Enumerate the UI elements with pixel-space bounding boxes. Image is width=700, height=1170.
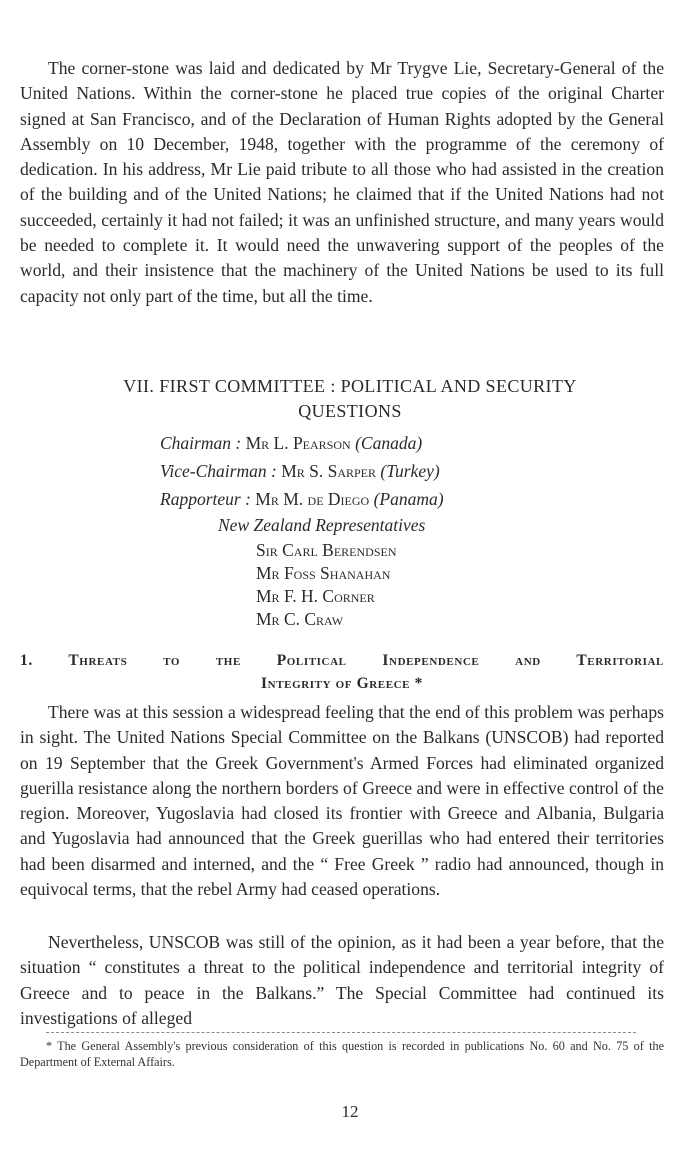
section-title-line-2: Integrity of Greece *: [261, 675, 423, 692]
representatives-heading: New Zealand Representatives: [218, 515, 426, 535]
greece-paragraph-1: There was at this session a widespread feeling that the end of this problem was perhaps in sight. The United Nations Special Committee on the Balkans (UNSCOB) had reported on 19 September that the Greek Government's Armed Forces had eliminated organized guerilla resistance along the northern borders of Greece and were in effective control of the region. Moreover, Yugoslavia had closed its frontier with Greece and Albania, Bulgaria and Yugoslavia had announced that the Greek guerillas who had entered their territories had been disarmed and interned, and the “ Free Greek ” radio had announced, though in equivocal terms, that the rebel Army had ceased operations.: [20, 702, 664, 900]
intro-paragraph: The corner-stone was laid and dedicated by Mr Trygve Lie, Secretary-General of the United Nations. Within the corner-stone he placed true copies of the original Charter signed at San Francisco, and of the Declaration of Human Rights adopted by the General Assembly on 10 December, 1948, together with the programme of the ceremony of dedication. In his address, Mr Lie paid tribute to all those who had assisted in the creation of the building and of the United Nations; he claimed that if the United Nations had not succeeded, certainly it had not failed; it was an unfinished structure, and many years would be needed to complete it. It would need the unwavering support of the peoples of the world, and their insistence that the machinery of the United Nations be used to its full capacity not only part of the time, but all the time.: [20, 58, 664, 306]
section-title: [20, 649, 664, 695]
section-title-line-1: 1. Threats to the Political Independence and Territorial: [20, 652, 664, 669]
officer-country: (Panama): [373, 489, 444, 509]
representative-name: Sir Carl Berendsen: [256, 540, 397, 560]
officer-country: (Canada): [355, 433, 423, 453]
chairman-line: [160, 431, 422, 455]
officer-role: Vice-Chairman :: [160, 461, 277, 481]
vice-chairman-line: [160, 459, 440, 483]
rapporteur-line: [160, 487, 444, 511]
greece-paragraph-2: Nevertheless, UNSCOB was still of the opinion, as it had been a year before, that the situation “ constitutes a threat to the political independence and territorial integrity of Greece and to peace in the Balkans.” The Special Committee had continued its investigations of alleged: [20, 932, 664, 1028]
officer-name: Mr M. de Diego: [255, 489, 370, 509]
footnote: * The General Assembly's previous consideration of this question is recorded in publications No. 60 and No. 75 of the Department of External Affairs.: [20, 1039, 664, 1069]
officer-name: Mr S. Sarper: [281, 461, 377, 481]
officer-role: Chairman :: [160, 433, 242, 453]
representative-name: Mr Foss Shanahan: [256, 563, 391, 583]
officer-name: Mr L. Pearson: [245, 433, 351, 453]
footnote-divider: [46, 1032, 636, 1033]
page-number: 12: [341, 1102, 359, 1121]
officer-role: Rapporteur :: [160, 489, 251, 509]
chapter-heading: VII. FIRST COMMITTEE : POLITICAL AND SECURITY QUESTIONS: [123, 376, 577, 421]
officer-country: (Turkey): [380, 461, 440, 481]
representative-name: Mr C. Craw: [256, 609, 344, 629]
representative-name: Mr F. H. Corner: [256, 586, 375, 606]
